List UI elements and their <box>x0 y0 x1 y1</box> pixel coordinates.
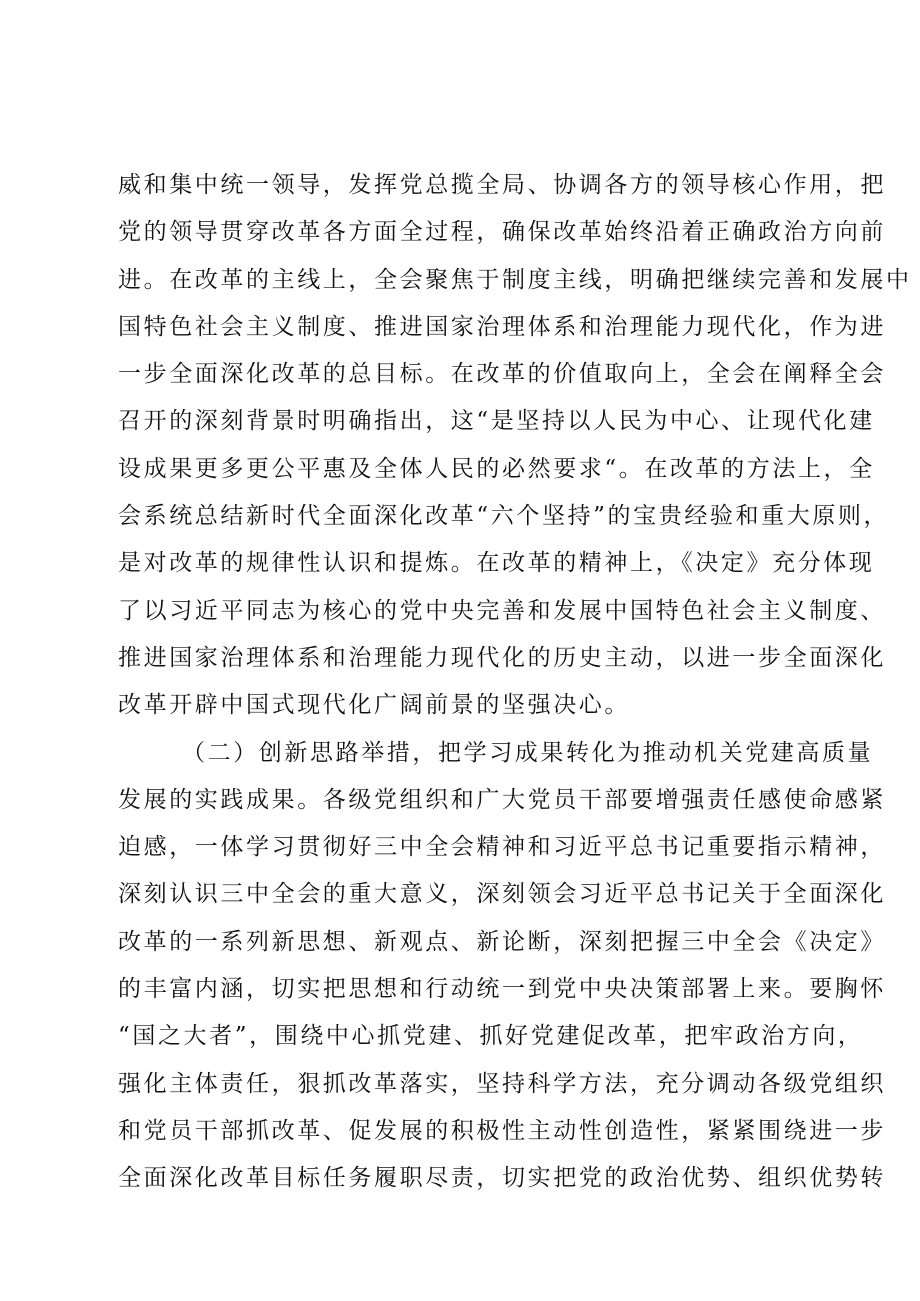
text-line: “国之大者”，围绕中心抓党建、抓好党建促改革，把牢政治方向， <box>118 1023 864 1050</box>
text-line: 和党员干部抓改革、促发展的积极性主动性创造性，紧紧围绕进一步 <box>118 1117 886 1144</box>
paragraph-1 <box>118 162 912 730</box>
text-line: 进。在改革的主线上，全会聚焦于制度主线，明确把继续完善和发展中 <box>118 266 912 293</box>
text-line: 改革开辟中国式现代化广阔前景的坚强决心。 <box>118 692 630 719</box>
text-line: 了以习近平同志为核心的党中央完善和发展中国特色社会主义制度、 <box>118 597 886 624</box>
section-heading-line: （二）创新思路举措，把学习成果转化为推动机关党建高质量 <box>182 739 874 766</box>
text-line: 推进国家治理体系和治理能力现代化的历史主动，以进一步全面深化 <box>118 644 886 671</box>
text-line: 强化主体责任，狠抓改革落实，坚持科学方法，充分调动各级党组织 <box>118 1070 886 1097</box>
text-line: 设成果更多更公平惠及全体人民的必然要求“。在改革的方法上，全 <box>118 455 875 482</box>
text-line: 党的领导贯穿改革各方面全过程，确保改革始终沿着正确政治方向前 <box>118 219 886 246</box>
text-line: 全面深化改革目标任务履职尽责，切实把党的政治优势、组织优势转 <box>118 1165 886 1192</box>
text-line: 威和集中统一领导，发挥党总揽全局、协调各方的领导核心作用，把 <box>118 172 886 198</box>
text-line: 迫感，一体学习贯彻好三中全会精神和习近平总书记重要指示精神， <box>118 834 886 861</box>
text-line: 国特色社会主义制度、推进国家治理体系和治理能力现代化，作为进 <box>118 313 886 340</box>
text-line: 召开的深刻背景时明确指出，这“是坚持以人民为中心、让现代化建 <box>118 408 875 435</box>
text-line: 改革的一系列新思想、新观点、新论断，深刻把握三中全会《决定》 <box>118 928 886 955</box>
text-line: 深刻认识三中全会的重大意义，深刻领会习近平总书记关于全面深化 <box>118 881 886 908</box>
text-line: 一步全面深化改革的总目标。在改革的价值取向上，全会在阐释全会 <box>118 361 886 388</box>
text-line: 的丰富内涵，切实把思想和行动统一到党中央决策部署上来。要胸怀 <box>118 976 886 1003</box>
document-body <box>118 162 912 1203</box>
paragraph-2 <box>118 730 886 1203</box>
text-line: 发展的实践成果。各级党组织和广大党员干部要增强责任感使命感紧 <box>118 786 886 813</box>
text-line: 是对改革的规律性认识和提炼。在改革的精神上，《决定》充分体现 <box>118 550 875 577</box>
text-line: 会系统总结新时代全面深化改革“六个坚持”的宝贵经验和重大原则， <box>118 503 890 530</box>
